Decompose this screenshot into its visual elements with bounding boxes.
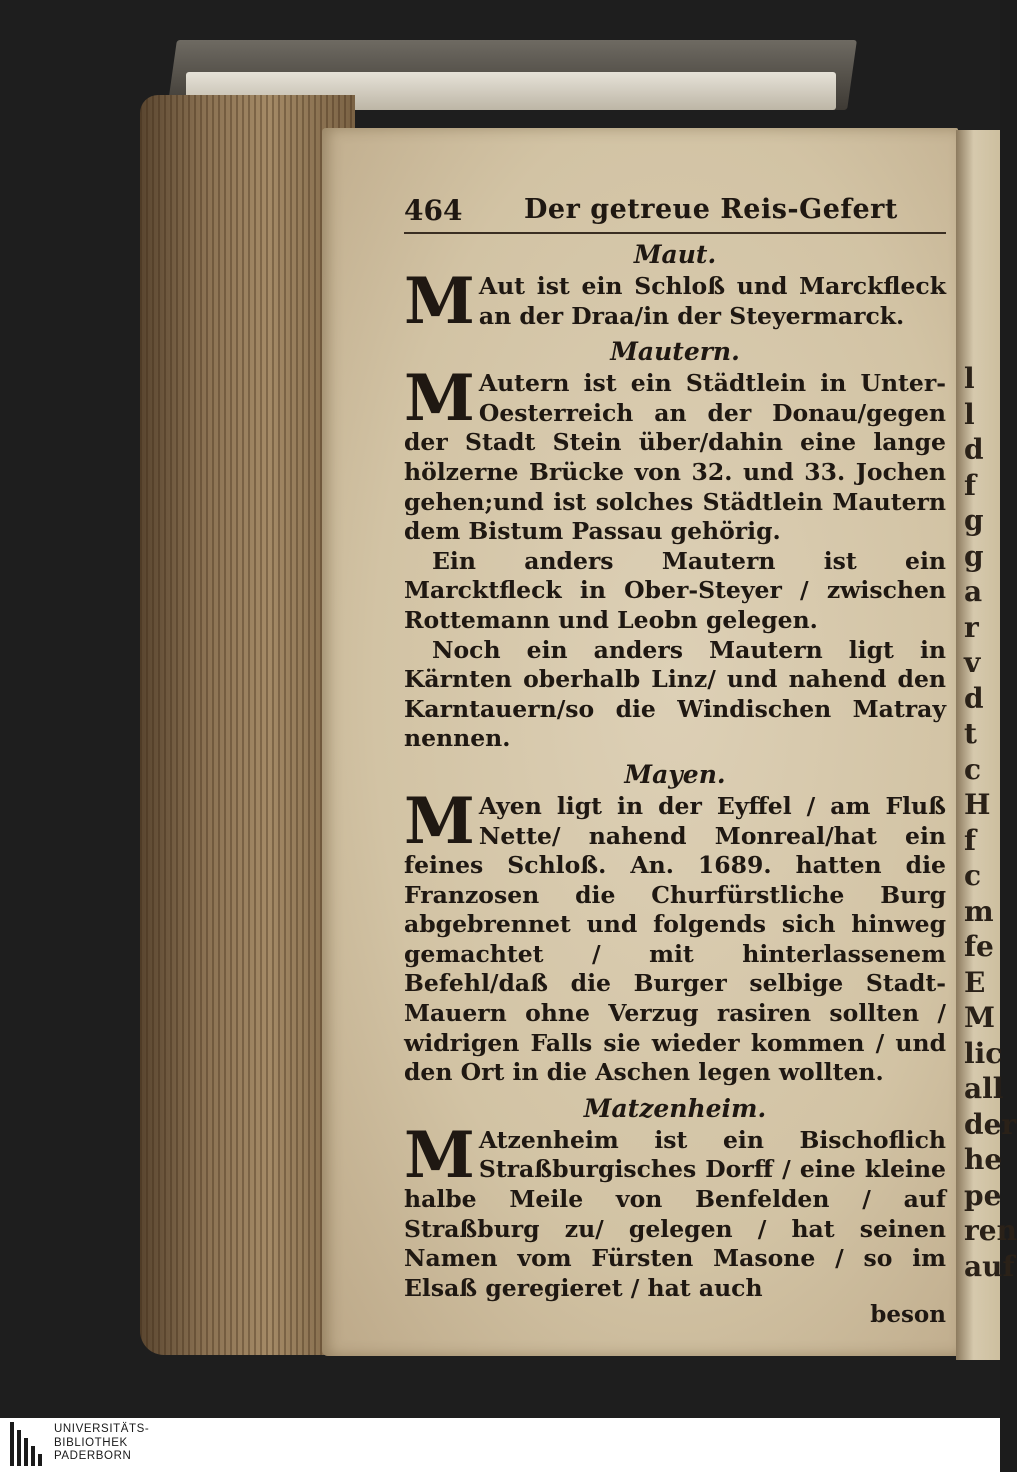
next-page-fragment: c bbox=[964, 859, 982, 892]
page-number: 464 bbox=[404, 194, 463, 227]
next-page-fragment: d bbox=[964, 433, 984, 466]
next-page-fragment: der bbox=[964, 1107, 1017, 1141]
library-name-line: PADERBORN bbox=[54, 1450, 132, 1462]
entry-heading: Mayen. bbox=[624, 759, 726, 789]
next-page-fragment: g bbox=[964, 539, 984, 573]
entry-paragraph: Ein anders Mautern ist ein Marcktfleck in Ober-Steyer / zwischen Rottemann und Leobn gelegen. bbox=[404, 546, 946, 634]
entry-heading: Mautern. bbox=[610, 337, 740, 367]
entry-paragraph bbox=[404, 783, 946, 1088]
next-page-fragment: f bbox=[964, 468, 977, 502]
next-page-fragment: c bbox=[964, 752, 982, 786]
next-page-fragment: all bbox=[964, 1072, 1004, 1105]
entry-heading: Matzenheim. bbox=[583, 1093, 767, 1123]
library-name-line: UNIVERSITÄTS- bbox=[54, 1423, 150, 1435]
next-page-fragment: pe bbox=[964, 1178, 1002, 1212]
library-name-line: BIBLIOTHEK bbox=[54, 1436, 128, 1449]
entry-paragraph bbox=[404, 1117, 946, 1304]
entry-paragraph bbox=[404, 361, 946, 547]
library-logo-icon bbox=[10, 1422, 46, 1466]
page-text bbox=[404, 188, 946, 1328]
entry-paragraph: Noch ein anders Mautern ligt in Kärnten oberhalb Linz/ und nahend den Karntauern/so die Windischen Matray nennen. bbox=[404, 635, 946, 753]
header-title: Der getreue Reis-Gefert bbox=[524, 194, 898, 225]
library-footer bbox=[0, 1418, 1000, 1472]
running-head bbox=[404, 188, 946, 234]
next-page-fragment: v bbox=[964, 646, 981, 679]
next-page-fragment: ren bbox=[964, 1214, 1017, 1247]
entry-heading: Maut. bbox=[633, 240, 717, 269]
drop-initial: M bbox=[404, 783, 475, 859]
next-page-fragment: g bbox=[964, 504, 984, 537]
next-page-fragment: r bbox=[964, 610, 979, 644]
next-page-fragment: d bbox=[964, 681, 984, 715]
drop-initial: M bbox=[404, 361, 475, 437]
entry-text: Ayen ligt in der Eyffel / am Fluß Nette/ nahend Monreal/hat ein feines Schloß. An. 1689. hatten die Franzosen die Churfürstliche Burg abgebrennet und folgends sich hinweg gemachtet / mit hinterlassenem Befehl/daß die Burger selbige Stadt-Mauern ohne Verzug rasiren sollten / widrigen Falls sie wieder kommen / und den Ort in die Aschen legen wollten. bbox=[404, 791, 946, 1087]
drop-initial: M bbox=[404, 264, 475, 339]
entry-paragraph bbox=[404, 264, 946, 339]
next-page-fragment: t bbox=[964, 717, 977, 750]
next-page-fragment: lic bbox=[964, 1036, 1003, 1070]
next-page-edge bbox=[956, 130, 1017, 1360]
next-page-fragment: fe bbox=[964, 930, 994, 963]
library-name bbox=[54, 1423, 149, 1464]
catchword: beson bbox=[870, 1301, 946, 1329]
entry-text: Atzenheim ist ein Bischoflich Straßburgisches Dorff / eine kleine halbe Meile von Benfelden / auf Straßburg zu/ gelegen / hat seinen Namen vom Fürsten Masone / so im Elsaß geregieret / hat auch bbox=[404, 1125, 946, 1302]
entry-text: Aut ist ein Schloß und Marckfleck an der Draa/in der Steyermarck. bbox=[478, 272, 946, 330]
next-page-fragment: f bbox=[964, 823, 977, 857]
next-page-fragment: H bbox=[964, 788, 991, 821]
next-page-fragment: a bbox=[964, 575, 983, 608]
next-page-fragment: l bbox=[964, 362, 975, 395]
next-page-fragment: M bbox=[964, 1001, 995, 1034]
next-page-fragment: l bbox=[964, 397, 975, 431]
next-page-fragment: E bbox=[964, 965, 986, 999]
drop-initial: M bbox=[404, 1117, 475, 1193]
next-page-fragment: m bbox=[964, 894, 994, 928]
entry-text: Autern ist ein Städtlein in Unter-Oesterreich an der Donau/gegen der Stadt Stein über/dahin eine lange hölzerne Brücke von 32. und 33. Jochen gehen;und ist solches Städtlein Mautern dem Bistum Passau gehörig. bbox=[404, 369, 946, 546]
next-page-fragment: auf bbox=[964, 1249, 1015, 1283]
next-page-fragment: he bbox=[964, 1143, 1003, 1176]
